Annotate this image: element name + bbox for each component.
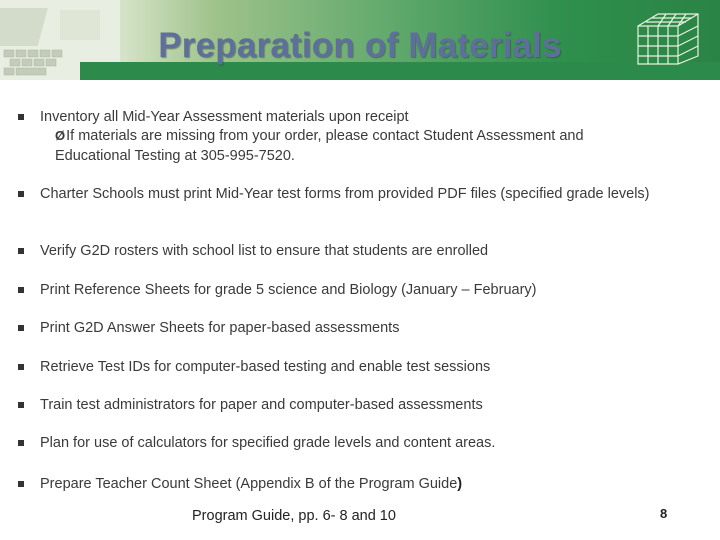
sub-bullet-text: If materials are missing from your order, please contact Student Assessment and	[66, 128, 584, 144]
square-bullet-icon	[18, 402, 24, 408]
bullet-text: Charter Schools must print Mid-Year test forms from provided PDF files (specified grade levels)	[40, 186, 650, 202]
square-bullet-icon	[18, 364, 24, 370]
sub-bullet-line-2	[55, 146, 675, 166]
bullet-text: Plan for use of calculators for specified grade levels and content areas.	[40, 435, 496, 451]
square-bullet-icon	[18, 325, 24, 331]
slide-title: Preparation of Materials	[158, 26, 562, 65]
bullet-text: Print Reference Sheets for grade 5 science and Biology (January – February)	[40, 282, 537, 298]
square-bullet-icon	[18, 191, 24, 197]
bullet-text-wrapper	[40, 474, 688, 494]
square-bullet-icon	[18, 114, 24, 120]
square-bullet-icon	[18, 440, 24, 446]
bullet-text: Inventory all Mid-Year Assessment materials upon receipt	[40, 109, 409, 125]
square-bullet-icon	[18, 481, 24, 487]
bullet-text: Retrieve Test IDs for computer-based testing and enable test sessions	[40, 359, 491, 375]
bullet-text: Train test administrators for paper and computer-based assessments	[40, 397, 483, 413]
sub-bullet-line-1	[55, 126, 675, 146]
square-bullet-icon	[18, 248, 24, 254]
bullet-text: Verify G2D rosters with school list to ensure that students are enrolled	[40, 243, 489, 259]
square-bullet-icon	[18, 287, 24, 293]
sub-bullet-text: Educational Testing at 305-995-7520.	[55, 148, 295, 164]
footer-reference: Program Guide, pp. 6- 8 and 10	[192, 508, 396, 524]
arrow-bullet-icon: Ø	[55, 128, 66, 143]
closing-paren: )	[457, 476, 463, 492]
page-number: 8	[660, 506, 668, 521]
bullet-text: Print G2D Answer Sheets for paper-based assessments	[40, 320, 400, 336]
bullet-text: Prepare Teacher Count Sheet (Appendix B of the Program Guide	[40, 476, 458, 492]
